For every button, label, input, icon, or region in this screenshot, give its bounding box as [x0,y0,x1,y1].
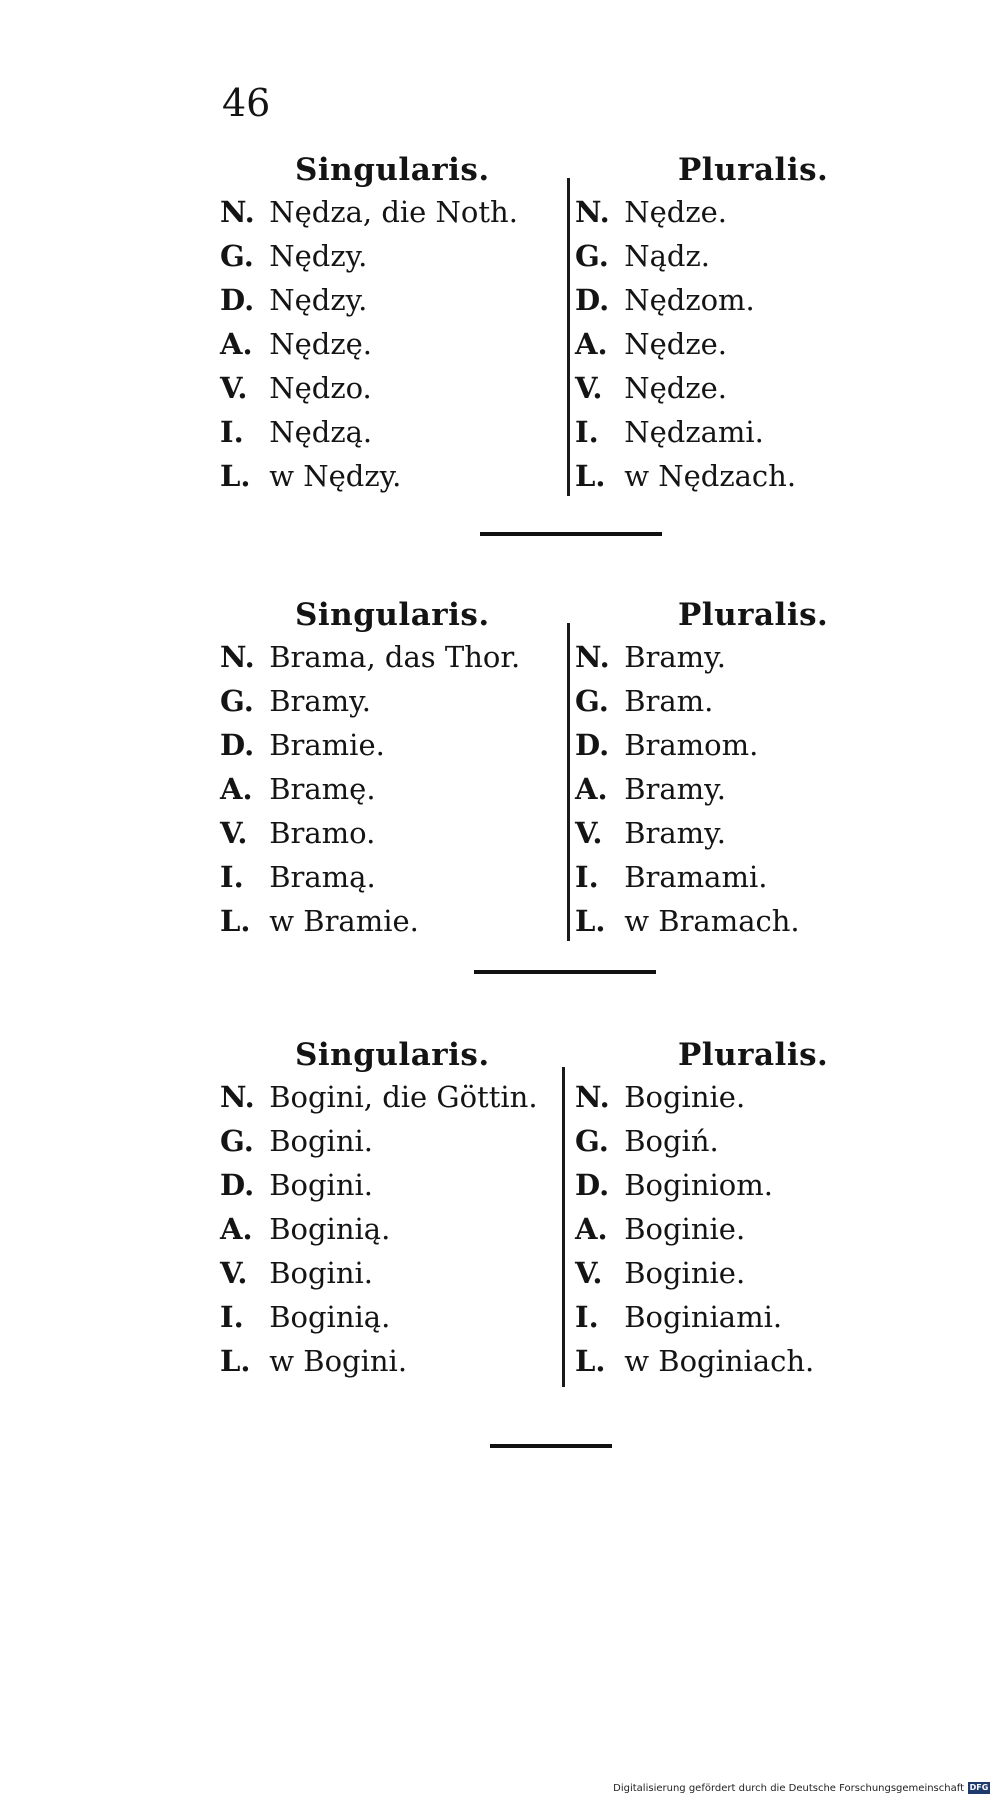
case-label: V. [220,371,248,405]
case-form: w Nędzy. [269,459,402,493]
plural-column [575,1075,814,1383]
case-label: D. [575,1168,610,1202]
case-form: Nędze. [624,327,727,361]
case-row [575,1339,814,1383]
singular-heading: Singularis. [295,1037,490,1073]
plural-heading: Pluralis. [678,1037,829,1073]
case-label: V. [220,816,248,850]
case-form: Boginią. [269,1212,391,1246]
column-divider [567,623,570,941]
case-label: I. [220,860,244,894]
case-label: D. [220,728,255,762]
case-form: Nędze. [624,371,727,405]
footer-text: Digitalisierung gefördert durch die Deutsche Forschungsgemeinschaft [613,1782,964,1794]
case-form: Bramy. [624,772,726,806]
case-form: Bramy. [624,816,726,850]
plural-heading: Pluralis. [678,597,829,633]
case-form: Bramom. [624,728,759,762]
case-form: Bramę. [269,772,376,806]
case-form: Bram. [624,684,714,718]
case-row [575,767,800,811]
case-row [220,190,518,234]
declension-block-bogini [200,1035,840,1395]
case-label: L. [220,904,251,938]
case-label: N. [220,640,255,674]
case-label: L. [575,1344,606,1378]
case-row [575,899,800,943]
case-label: L. [575,459,606,493]
case-form: Nędzę. [269,327,372,361]
case-row [575,234,796,278]
case-row [220,1251,538,1295]
case-row [220,1207,538,1251]
case-form: w Bramach. [624,904,800,938]
case-label: N. [575,640,610,674]
case-row [220,811,520,855]
case-row [575,278,796,322]
case-label: N. [220,195,255,229]
case-label: A. [220,1212,253,1246]
case-row [220,1163,538,1207]
case-label: D. [575,283,610,317]
case-row [220,679,520,723]
case-form: Boginiom. [624,1168,773,1202]
case-row [220,899,520,943]
case-row [220,723,520,767]
case-row [220,234,518,278]
case-label: D. [220,283,255,317]
case-form: Nędzom. [624,283,755,317]
case-label: A. [220,327,253,361]
case-label: D. [575,728,610,762]
case-label: G. [220,684,254,718]
section-rule [480,532,662,536]
case-label: V. [220,1256,248,1290]
case-row [575,1075,814,1119]
case-form: Nędze. [624,195,727,229]
case-form: Bramy. [269,684,371,718]
plural-column [575,190,796,498]
case-form: w Boginiach. [624,1344,815,1378]
case-row [575,190,796,234]
case-row [220,454,518,498]
case-form: Nędzą. [269,415,373,449]
case-row [220,366,518,410]
case-form: Boginie. [624,1256,746,1290]
case-label: N. [575,195,610,229]
case-label: I. [220,415,244,449]
case-form: Bogini, die Göttin. [269,1080,538,1114]
case-label: G. [575,1124,609,1158]
case-form: w Nędzach. [624,459,797,493]
case-label: L. [575,904,606,938]
case-form: Bramo. [269,816,376,850]
case-label: A. [575,772,608,806]
case-form: Bramy. [624,640,726,674]
case-row [220,1295,538,1339]
case-row [220,635,520,679]
case-row [575,1163,814,1207]
singular-heading: Singularis. [295,152,490,188]
case-row [220,410,518,454]
case-label: V. [575,816,603,850]
case-form: Nądz. [624,239,710,273]
case-row [220,1119,538,1163]
case-label: V. [575,371,603,405]
declension-block-brama [200,595,840,955]
case-form: Bogini. [269,1256,373,1290]
case-row [220,767,520,811]
case-form: Nędza, die Noth. [269,195,518,229]
case-row [575,1295,814,1339]
plural-column [575,635,800,943]
section-rule [490,1444,612,1448]
singular-column [220,190,518,498]
singular-column [220,1075,538,1383]
case-row [220,278,518,322]
case-row [575,855,800,899]
case-label: G. [220,1124,254,1158]
case-row [575,454,796,498]
case-label: I. [575,1300,599,1334]
dfg-logo-icon: DFG [969,1783,989,1792]
case-label: N. [575,1080,610,1114]
case-label: L. [220,459,251,493]
case-form: Boginie. [624,1080,746,1114]
column-divider [562,1067,565,1387]
declension-block-nedza [200,150,840,510]
case-row [220,322,518,366]
case-form: Bramą. [269,860,376,894]
case-form: Bogini. [269,1168,373,1202]
case-form: Boginią. [269,1300,391,1334]
singular-column [220,635,520,943]
page-number: 46 [222,81,271,125]
case-row [220,855,520,899]
case-label: A. [220,772,253,806]
case-form: Bramami. [624,860,768,894]
case-label: I. [575,415,599,449]
case-form: Nędzy. [269,239,368,273]
case-label: G. [220,239,254,273]
case-form: w Bramie. [269,904,419,938]
case-row [575,322,796,366]
case-form: Bogini. [269,1124,373,1158]
case-form: Nędzo. [269,371,372,405]
case-row [220,1339,538,1383]
plural-heading: Pluralis. [678,152,829,188]
case-row [575,1119,814,1163]
case-row [575,366,796,410]
case-label: L. [220,1344,251,1378]
digitization-footer [613,1782,990,1794]
case-row [575,410,796,454]
case-form: Nędzami. [624,415,764,449]
case-label: I. [575,860,599,894]
case-row [575,1207,814,1251]
case-label: D. [220,1168,255,1202]
case-label: G. [575,684,609,718]
case-form: Boginiami. [624,1300,783,1334]
case-label: I. [220,1300,244,1334]
case-row [575,723,800,767]
case-row [575,1251,814,1295]
case-form: Brama, das Thor. [269,640,521,674]
case-label: A. [575,1212,608,1246]
case-label: V. [575,1256,603,1290]
case-label: G. [575,239,609,273]
section-rule [474,970,656,974]
case-row [220,1075,538,1119]
case-form: Nędzy. [269,283,368,317]
case-form: Boginie. [624,1212,746,1246]
case-row [575,679,800,723]
case-form: Bogiń. [624,1124,719,1158]
case-label: N. [220,1080,255,1114]
singular-heading: Singularis. [295,597,490,633]
case-label: A. [575,327,608,361]
case-form: Bramie. [269,728,385,762]
case-row [575,635,800,679]
case-form: w Bogini. [269,1344,408,1378]
case-row [575,811,800,855]
column-divider [567,178,570,496]
